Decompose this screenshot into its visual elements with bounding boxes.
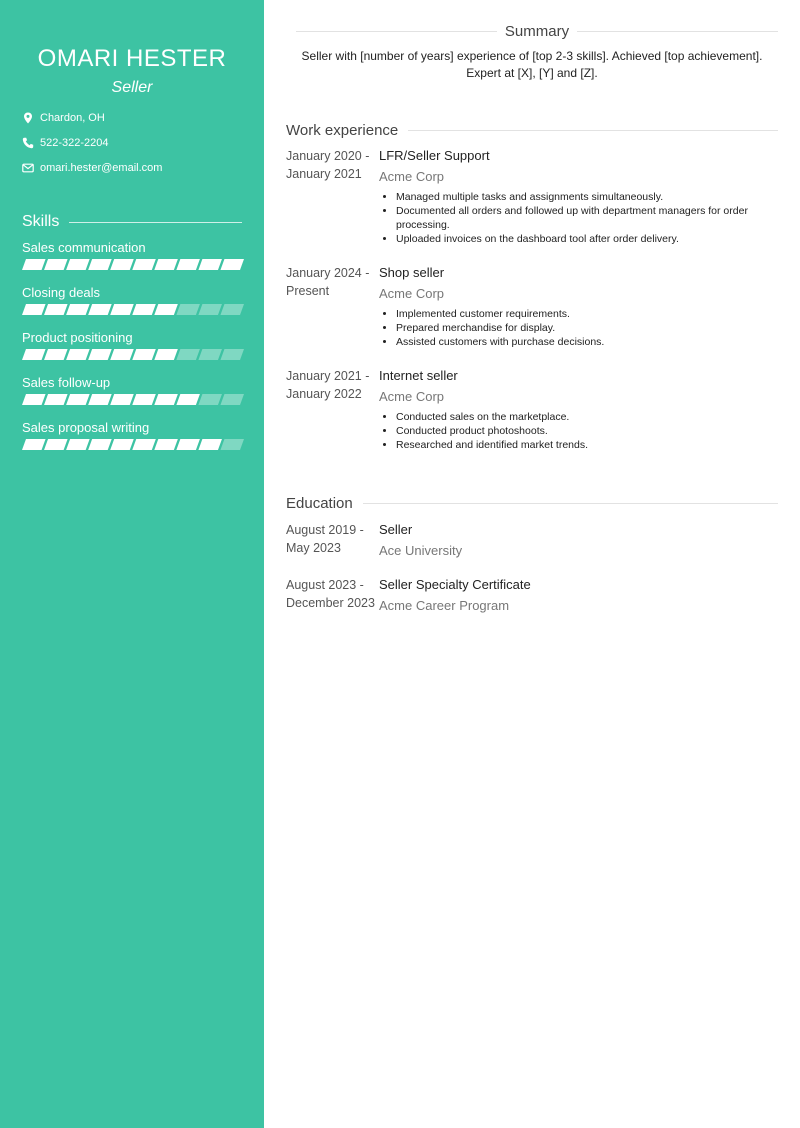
- skill-segment-filled: [44, 349, 68, 360]
- skill-segment-filled: [154, 394, 178, 405]
- bullet-item: • Conducted sales on the marketplace.: [396, 410, 774, 424]
- company-name: Acme Corp: [379, 286, 445, 301]
- skill-segment-filled: [110, 349, 134, 360]
- skill-label: Sales communication: [22, 240, 146, 255]
- skill-segment-filled: [132, 439, 156, 450]
- education-dates: [286, 521, 378, 557]
- skill-label: Closing deals: [22, 285, 101, 300]
- skill-segment-filled: [110, 259, 134, 270]
- summary-text: Seller with [number of years] experience of [top 2-3 skills]. Achieved [top achievement]. Expert at [X], [Y] and [Z].: [301, 49, 763, 80]
- work-heading: [286, 122, 778, 139]
- skill-segment-filled: [198, 259, 222, 270]
- education-details: [379, 576, 774, 615]
- skill-segment-filled: [22, 349, 46, 360]
- skill-segment-filled: [154, 259, 178, 270]
- work-details: [379, 147, 774, 246]
- education-divider: [363, 503, 778, 504]
- skill-segment-empty: [220, 439, 244, 450]
- skill-segment-filled: [132, 349, 156, 360]
- contact-email[interactable]: [22, 162, 162, 174]
- skill-segment-filled: [44, 259, 68, 270]
- contact-phone: [22, 137, 109, 149]
- skill-segment-filled: [176, 259, 200, 270]
- work-divider: [408, 130, 778, 131]
- skills-heading: [22, 213, 242, 231]
- work-details: [379, 367, 774, 452]
- contact-location: [22, 112, 105, 124]
- summary-divider-right: [577, 31, 778, 32]
- work-dates: [286, 367, 378, 403]
- skill-segment-filled: [66, 394, 90, 405]
- skill-bar: [22, 394, 244, 405]
- skill-segment-filled: [154, 304, 178, 315]
- skill-segment-empty: [198, 394, 222, 405]
- envelope-icon: [22, 162, 34, 174]
- bullet-item: • Assisted customers with purchase decisions.: [396, 335, 774, 349]
- job-title: LFR/Seller Support: [379, 148, 490, 163]
- summary-divider-left: [296, 31, 497, 32]
- skill-segment-filled: [220, 259, 244, 270]
- skill-segment-empty: [198, 304, 222, 315]
- skill-segment-filled: [22, 304, 46, 315]
- degree-title: Seller: [379, 522, 413, 537]
- skills-divider: [69, 222, 242, 223]
- skill-segment-filled: [154, 349, 178, 360]
- job-title: Shop seller: [379, 265, 445, 280]
- company-name: Acme Corp: [379, 169, 445, 184]
- job-bullets: [379, 307, 774, 349]
- work-dates: [286, 264, 378, 300]
- candidate-name: OMARI HESTER: [37, 45, 227, 72]
- skill-segment-filled: [110, 304, 134, 315]
- skill-segment-empty: [176, 349, 200, 360]
- date-start: August 2023 -: [286, 578, 364, 592]
- skill-segment-filled: [132, 304, 156, 315]
- skill-segment-empty: [220, 304, 244, 315]
- skill-segment-filled: [66, 349, 90, 360]
- email-link[interactable]: omari.hester@email.com: [40, 162, 163, 174]
- skill-segment-filled: [44, 394, 68, 405]
- date-start: January 2020 -: [286, 149, 370, 163]
- work-details: [379, 264, 774, 349]
- education-heading: [286, 495, 778, 512]
- work-dates: [286, 147, 378, 183]
- skill-segment-filled: [66, 259, 90, 270]
- skill-segment-filled: [44, 304, 68, 315]
- skill-bar: [22, 349, 244, 360]
- date-end: January 2021: [286, 167, 362, 181]
- job-bullets: [379, 190, 774, 246]
- education-heading-text: Education: [286, 495, 353, 512]
- bullet-item: • Implemented customer requirements.: [396, 307, 774, 321]
- date-end: May 2023: [286, 541, 341, 555]
- skill-segment-filled: [22, 394, 46, 405]
- skill-segment-filled: [22, 259, 46, 270]
- skill-segment-empty: [220, 349, 244, 360]
- phone-text: 522-322-2204: [40, 137, 109, 149]
- phone-icon: [22, 137, 34, 149]
- skill-segment-filled: [88, 349, 112, 360]
- skill-segment-filled: [22, 439, 46, 450]
- bullet-item: • Uploaded invoices on the dashboard tool after order delivery.: [396, 232, 774, 246]
- skill-segment-filled: [110, 439, 134, 450]
- skill-segment-filled: [132, 259, 156, 270]
- skill-segment-filled: [44, 439, 68, 450]
- skill-label: Product positioning: [22, 330, 133, 345]
- location-pin-icon: [22, 112, 34, 124]
- institution-name: Acme Career Program: [379, 598, 510, 613]
- skill-segment-empty: [176, 304, 200, 315]
- skill-segment-empty: [198, 349, 222, 360]
- job-bullets: [379, 410, 774, 452]
- company-name: Acme Corp: [379, 389, 445, 404]
- bullet-item: • Documented all orders and followed up with department managers for order processing.: [396, 204, 774, 232]
- skill-segment-filled: [66, 439, 90, 450]
- candidate-role: Seller: [111, 79, 153, 96]
- skills-heading-text: Skills: [22, 213, 60, 230]
- skill-segment-filled: [88, 394, 112, 405]
- summary-heading-text: Summary: [504, 23, 570, 40]
- education-details: [379, 521, 774, 560]
- skill-segment-filled: [176, 439, 200, 450]
- skill-segment-filled: [198, 439, 222, 450]
- date-end: January 2022: [286, 387, 362, 401]
- skill-segment-filled: [110, 394, 134, 405]
- bullet-item: • Researched and identified market trends.: [396, 438, 774, 452]
- sidebar: [0, 0, 264, 1128]
- bullet-item: • Prepared merchandise for display.: [396, 321, 774, 335]
- skill-segment-filled: [154, 439, 178, 450]
- skill-segment-filled: [132, 394, 156, 405]
- date-start: January 2024 -: [286, 266, 370, 280]
- job-title: Internet seller: [379, 368, 458, 383]
- skill-bar: [22, 304, 244, 315]
- skill-segment-filled: [88, 304, 112, 315]
- skill-segment-empty: [220, 394, 244, 405]
- skill-segment-filled: [176, 394, 200, 405]
- location-text: Chardon, OH: [40, 112, 105, 124]
- skill-bar: [22, 439, 244, 450]
- bullet-item: • Managed multiple tasks and assignments simultaneously.: [396, 190, 774, 204]
- skill-bar: [22, 259, 244, 270]
- date-start: August 2019 -: [286, 523, 364, 537]
- skill-label: Sales proposal writing: [22, 420, 150, 435]
- work-heading-text: Work experience: [286, 122, 399, 139]
- degree-title: Seller Specialty Certificate: [379, 577, 531, 592]
- bullet-item: • Conducted product photoshoots.: [396, 424, 774, 438]
- skill-segment-filled: [88, 439, 112, 450]
- date-end: December 2023: [286, 596, 375, 610]
- education-dates: [286, 576, 378, 612]
- skill-label: Sales follow-up: [22, 375, 111, 390]
- date-end: Present: [286, 284, 330, 298]
- skill-segment-filled: [88, 259, 112, 270]
- institution-name: Ace University: [379, 543, 463, 558]
- summary-heading: [296, 23, 778, 40]
- skill-segment-filled: [66, 304, 90, 315]
- date-start: January 2021 -: [286, 369, 370, 383]
